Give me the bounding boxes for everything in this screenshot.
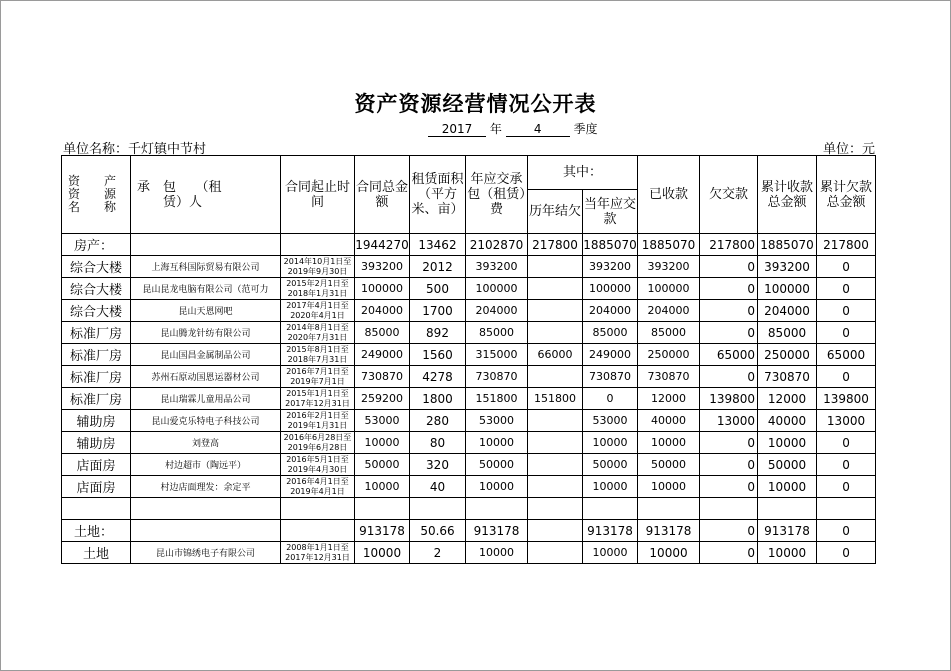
row-cum-received: 10000 xyxy=(758,476,817,498)
row-contract-period: 2016年2月1日至 2019年1月31日 xyxy=(281,410,355,432)
row-current-due: 0 xyxy=(583,388,638,410)
row-lessee: 昆山市锦绣电子有限公司 xyxy=(131,542,281,564)
row-received: 10000 xyxy=(638,432,700,454)
row-lease-area: 4278 xyxy=(410,366,466,388)
row-contract-total: 100000 xyxy=(355,278,410,300)
row-asset-name: 土地： xyxy=(62,520,131,542)
row-received: 12000 xyxy=(638,388,700,410)
row-received: 913178 xyxy=(638,520,700,542)
row-cum-owed: 0 xyxy=(817,432,876,454)
table-row xyxy=(62,410,876,432)
row-annual-fee: 315000 xyxy=(466,344,528,366)
row-cum-received: 393200 xyxy=(758,256,817,278)
row-cum-owed: 0 xyxy=(817,256,876,278)
row-lease-area xyxy=(410,498,466,520)
row-past-arrears xyxy=(528,366,583,388)
row-lessee xyxy=(131,498,281,520)
row-owed: 0 xyxy=(700,256,758,278)
row-annual-fee: 85000 xyxy=(466,322,528,344)
row-asset-name: 店面房 xyxy=(62,476,131,498)
row-contract-total: 913178 xyxy=(355,520,410,542)
row-contract-total: 259200 xyxy=(355,388,410,410)
row-contract-period: 2016年7月1日至 2019年7月1日 xyxy=(281,366,355,388)
row-contract-total: 249000 xyxy=(355,344,410,366)
row-contract-period: 2014年10月1日至 2019年9月30日 xyxy=(281,256,355,278)
row-lessee: 刘登高 xyxy=(131,432,281,454)
row-contract-total: 204000 xyxy=(355,300,410,322)
row-cum-owed: 0 xyxy=(817,300,876,322)
row-annual-fee: 393200 xyxy=(466,256,528,278)
row-lease-area: 1560 xyxy=(410,344,466,366)
row-current-due: 913178 xyxy=(583,520,638,542)
row-lessee: 昆山腾龙针纺有限公司 xyxy=(131,322,281,344)
row-lease-area: 50.66 xyxy=(410,520,466,542)
row-current-due: 85000 xyxy=(583,322,638,344)
row-cum-received: 50000 xyxy=(758,454,817,476)
row-owed: 0 xyxy=(700,300,758,322)
row-cum-received: 730870 xyxy=(758,366,817,388)
row-lease-area: 500 xyxy=(410,278,466,300)
header-lease-area: 租赁面积（平方米、亩） xyxy=(410,156,466,234)
row-asset-name: 辅助房 xyxy=(62,432,131,454)
row-cum-received: 100000 xyxy=(758,278,817,300)
row-cum-owed: 217800 xyxy=(817,234,876,256)
row-cum-owed: 0 xyxy=(817,476,876,498)
row-current-due: 1885070 xyxy=(583,234,638,256)
row-annual-fee: 50000 xyxy=(466,454,528,476)
row-current-due: 204000 xyxy=(583,300,638,322)
row-past-arrears xyxy=(528,520,583,542)
row-past-arrears xyxy=(528,256,583,278)
row-past-arrears xyxy=(528,498,583,520)
table-row xyxy=(62,542,876,564)
row-annual-fee: 10000 xyxy=(466,542,528,564)
row-lease-area: 40 xyxy=(410,476,466,498)
row-contract-period: 2015年8月1日至 2018年7月31日 xyxy=(281,344,355,366)
row-lease-area: 1700 xyxy=(410,300,466,322)
row-cum-owed: 0 xyxy=(817,278,876,300)
row-past-arrears xyxy=(528,454,583,476)
row-lessee: 昆山爱克乐特电子科技公司 xyxy=(131,410,281,432)
row-asset-name: 标准厂房 xyxy=(62,366,131,388)
row-annual-fee: 10000 xyxy=(466,432,528,454)
row-annual-fee: 53000 xyxy=(466,410,528,432)
row-cum-owed: 139800 xyxy=(817,388,876,410)
row-cum-received: 12000 xyxy=(758,388,817,410)
row-contract-period xyxy=(281,498,355,520)
row-cum-received xyxy=(758,498,817,520)
row-owed: 13000 xyxy=(700,410,758,432)
header-of-which: 其中： xyxy=(528,156,638,190)
row-current-due: 10000 xyxy=(583,476,638,498)
period-year: 2017 xyxy=(428,122,486,137)
row-current-due: 249000 xyxy=(583,344,638,366)
header-cum-received: 累计收款总金额 xyxy=(758,156,817,234)
row-cum-owed: 0 xyxy=(817,454,876,476)
row-lessee: 昆山瑞霖儿童用品公司 xyxy=(131,388,281,410)
row-owed: 217800 xyxy=(700,234,758,256)
row-owed xyxy=(700,498,758,520)
row-cum-received: 40000 xyxy=(758,410,817,432)
row-current-due: 50000 xyxy=(583,454,638,476)
row-owed: 0 xyxy=(700,520,758,542)
row-lessee: 村边店面理发：余定平 xyxy=(131,476,281,498)
report-title: 资产资源经营情况公开表 xyxy=(354,92,597,116)
row-past-arrears: 151800 xyxy=(528,388,583,410)
row-owed: 139800 xyxy=(700,388,758,410)
row-received: 10000 xyxy=(638,476,700,498)
row-past-arrears xyxy=(528,476,583,498)
row-asset-name: 综合大楼 xyxy=(62,256,131,278)
row-contract-total: 393200 xyxy=(355,256,410,278)
header-owed: 欠交款 xyxy=(700,156,758,234)
row-asset-name: 综合大楼 xyxy=(62,300,131,322)
row-contract-total: 730870 xyxy=(355,366,410,388)
row-annual-fee: 2102870 xyxy=(466,234,528,256)
row-owed: 0 xyxy=(700,366,758,388)
asset-table xyxy=(61,155,876,564)
row-owed: 0 xyxy=(700,454,758,476)
table-row xyxy=(62,366,876,388)
row-current-due: 10000 xyxy=(583,432,638,454)
row-cum-owed: 0 xyxy=(817,520,876,542)
row-annual-fee xyxy=(466,498,528,520)
row-annual-fee: 100000 xyxy=(466,278,528,300)
row-cum-owed: 65000 xyxy=(817,344,876,366)
row-cum-owed: 13000 xyxy=(817,410,876,432)
row-owed: 0 xyxy=(700,322,758,344)
row-annual-fee: 151800 xyxy=(466,388,528,410)
row-asset-name: 标准厂房 xyxy=(62,322,131,344)
row-lease-area: 892 xyxy=(410,322,466,344)
table-row xyxy=(62,278,876,300)
row-contract-total: 10000 xyxy=(355,432,410,454)
row-received: 40000 xyxy=(638,410,700,432)
row-lessee: 上海互科国际贸易有限公司 xyxy=(131,256,281,278)
row-cum-received: 204000 xyxy=(758,300,817,322)
row-contract-period: 2014年8月1日至 2020年7月31日 xyxy=(281,322,355,344)
row-received: 85000 xyxy=(638,322,700,344)
row-past-arrears: 217800 xyxy=(528,234,583,256)
row-asset-name: 辅助房 xyxy=(62,410,131,432)
row-contract-total: 53000 xyxy=(355,410,410,432)
row-asset-name: 土地 xyxy=(62,542,131,564)
row-lease-area: 320 xyxy=(410,454,466,476)
row-asset-name: 标准厂房 xyxy=(62,388,131,410)
report-period xyxy=(428,120,598,137)
table-subtotal-row xyxy=(62,234,876,256)
table-row xyxy=(62,454,876,476)
row-received: 204000 xyxy=(638,300,700,322)
row-lessee: 村边超市（陶远平） xyxy=(131,454,281,476)
table-row xyxy=(62,300,876,322)
row-contract-total: 85000 xyxy=(355,322,410,344)
row-lessee xyxy=(131,520,281,542)
header-current-due: 当年应交款 xyxy=(583,190,638,234)
row-past-arrears xyxy=(528,542,583,564)
row-contract-total: 50000 xyxy=(355,454,410,476)
row-current-due: 10000 xyxy=(583,542,638,564)
row-contract-total: 1944270 xyxy=(355,234,410,256)
table-row xyxy=(62,322,876,344)
header-contract-period: 合同起止时间 xyxy=(281,156,355,234)
header-annual-fee: 年应交承包（租赁）费 xyxy=(466,156,528,234)
row-contract-period: 2017年4月1日至 2020年4月1日 xyxy=(281,300,355,322)
table-row xyxy=(62,388,876,410)
row-contract-period: 2016年5月1日至 2019年4月30日 xyxy=(281,454,355,476)
row-cum-received: 913178 xyxy=(758,520,817,542)
table-row xyxy=(62,256,876,278)
row-current-due: 730870 xyxy=(583,366,638,388)
row-annual-fee: 204000 xyxy=(466,300,528,322)
row-owed: 0 xyxy=(700,476,758,498)
row-contract-total: 10000 xyxy=(355,476,410,498)
row-cum-owed xyxy=(817,498,876,520)
row-contract-period: 2016年4月1日至 2019年4月1日 xyxy=(281,476,355,498)
header-lessee: 承 包 （租 赁）人 xyxy=(131,156,281,234)
unit-name: 单位名称：千灯镇中节村 xyxy=(63,142,207,157)
row-cum-owed: 0 xyxy=(817,322,876,344)
period-quarter: 4 xyxy=(506,122,570,137)
row-received: 1885070 xyxy=(638,234,700,256)
row-lease-area: 2 xyxy=(410,542,466,564)
row-contract-period: 2008年1月1日至 2017年12月31日 xyxy=(281,542,355,564)
row-past-arrears: 66000 xyxy=(528,344,583,366)
currency-unit: 单位：元 xyxy=(822,142,875,157)
row-current-due: 100000 xyxy=(583,278,638,300)
row-asset-name: 店面房 xyxy=(62,454,131,476)
row-contract-total xyxy=(355,498,410,520)
row-cum-received: 250000 xyxy=(758,344,817,366)
row-owed: 0 xyxy=(700,278,758,300)
row-cum-received: 85000 xyxy=(758,322,817,344)
table-row xyxy=(62,432,876,454)
row-lease-area: 280 xyxy=(410,410,466,432)
row-lessee xyxy=(131,234,281,256)
row-asset-name: 标准厂房 xyxy=(62,344,131,366)
row-received: 50000 xyxy=(638,454,700,476)
row-contract-total: 10000 xyxy=(355,542,410,564)
row-contract-period: 2015年2月1日至 2018年1月31日 xyxy=(281,278,355,300)
row-current-due: 53000 xyxy=(583,410,638,432)
period-year-label: 年 xyxy=(489,122,502,136)
row-received xyxy=(638,498,700,520)
row-lessee: 昆山昆龙电脑有限公司（范可力 xyxy=(131,278,281,300)
row-current-due xyxy=(583,498,638,520)
table-row xyxy=(62,476,876,498)
row-cum-received: 10000 xyxy=(758,432,817,454)
table-subtotal-row xyxy=(62,520,876,542)
row-cum-received: 1885070 xyxy=(758,234,817,256)
row-annual-fee: 913178 xyxy=(466,520,528,542)
row-past-arrears xyxy=(528,278,583,300)
row-asset-name xyxy=(62,498,131,520)
row-cum-owed: 0 xyxy=(817,366,876,388)
row-contract-period xyxy=(281,234,355,256)
header-cum-owed: 累计欠款总金额 xyxy=(817,156,876,234)
row-lease-area: 13462 xyxy=(410,234,466,256)
header-past-arrears: 历年结欠 xyxy=(528,190,583,234)
row-lease-area: 80 xyxy=(410,432,466,454)
row-received: 10000 xyxy=(638,542,700,564)
row-lessee: 昆山国昌金属制品公司 xyxy=(131,344,281,366)
row-received: 393200 xyxy=(638,256,700,278)
row-past-arrears xyxy=(528,410,583,432)
row-asset-name: 综合大楼 xyxy=(62,278,131,300)
header-asset-name: 资 产 资 源 名 称 xyxy=(62,156,131,234)
row-cum-received: 10000 xyxy=(758,542,817,564)
row-contract-period: 2015年1月1日至 2017年12月31日 xyxy=(281,388,355,410)
row-contract-period: 2016年6月28日至 2019年6月28日 xyxy=(281,432,355,454)
row-current-due: 393200 xyxy=(583,256,638,278)
row-annual-fee: 730870 xyxy=(466,366,528,388)
row-received: 250000 xyxy=(638,344,700,366)
row-asset-name: 房产： xyxy=(62,234,131,256)
table-row xyxy=(62,344,876,366)
row-lessee: 苏州石原动国恩运器材公司 xyxy=(131,366,281,388)
row-cum-owed: 0 xyxy=(817,542,876,564)
row-owed: 0 xyxy=(700,542,758,564)
row-past-arrears xyxy=(528,432,583,454)
row-received: 730870 xyxy=(638,366,700,388)
row-lessee: 昆山天恩网吧 xyxy=(131,300,281,322)
table-row xyxy=(62,498,876,520)
row-owed: 0 xyxy=(700,432,758,454)
header-contract-total: 合同总金额 xyxy=(355,156,410,234)
header-received: 已收款 xyxy=(638,156,700,234)
row-lease-area: 1800 xyxy=(410,388,466,410)
row-lease-area: 2012 xyxy=(410,256,466,278)
row-owed: 65000 xyxy=(700,344,758,366)
period-quarter-label: 季度 xyxy=(573,122,598,136)
row-received: 100000 xyxy=(638,278,700,300)
row-past-arrears xyxy=(528,300,583,322)
row-contract-period xyxy=(281,520,355,542)
row-past-arrears xyxy=(528,322,583,344)
row-annual-fee: 10000 xyxy=(466,476,528,498)
